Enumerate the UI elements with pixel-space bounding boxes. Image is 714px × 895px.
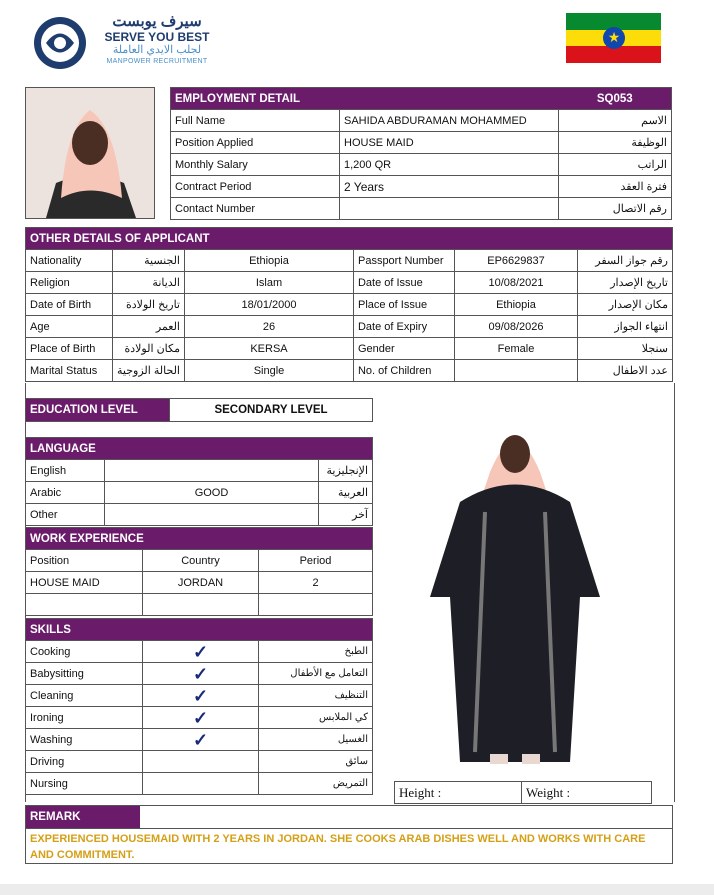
row-value: 18/01/2000 <box>184 294 353 316</box>
language-level: GOOD <box>105 482 319 504</box>
row-value: 26 <box>184 316 353 338</box>
row-label-ar: عدد الاطفال <box>577 360 672 382</box>
checkmark-icon: ✓ <box>192 707 209 728</box>
reference-code: SQ053 <box>559 88 672 110</box>
employment-header: EMPLOYMENT DETAIL <box>171 88 559 110</box>
field-label: Monthly Salary <box>171 154 340 176</box>
language-name: English <box>26 460 105 482</box>
skill-name-ar: التنظيف <box>259 685 373 707</box>
employment-detail-table <box>170 87 672 220</box>
table-row <box>26 773 373 795</box>
table-row <box>26 338 673 360</box>
column-header: Period <box>259 550 373 572</box>
skill-name-ar: التمريض <box>259 773 373 795</box>
column-header: Country <box>143 550 259 572</box>
row-value: 09/08/2026 <box>454 316 577 338</box>
table-row <box>26 663 373 685</box>
skill-name-ar: الطبخ <box>259 641 373 663</box>
row-label-ar: رقم جواز السفر <box>577 250 672 272</box>
row-label-ar: الديانة <box>113 272 185 294</box>
row-label-ar: مكان الإصدار <box>577 294 672 316</box>
applicant-photo <box>25 87 155 219</box>
column-header: Position <box>26 550 143 572</box>
row-label-ar: الجنسية <box>113 250 185 272</box>
field-label: Contract Period <box>171 176 340 198</box>
table-row <box>26 294 673 316</box>
language-name-ar: العربية <box>319 482 373 504</box>
table-row <box>26 460 373 482</box>
skill-name-ar: الغسيل <box>259 729 373 751</box>
table-row <box>26 729 373 751</box>
language-name-ar: آخر <box>319 504 373 526</box>
row-label: Date of Birth <box>26 294 113 316</box>
field-label-ar: الوظيفة <box>559 132 672 154</box>
field-label-ar: فترة العقد <box>559 176 672 198</box>
field-label: Position Applied <box>171 132 340 154</box>
skill-name: Ironing <box>26 707 143 729</box>
height-label: Height : <box>395 782 522 804</box>
logo-arabic-title: سيرف يوبست <box>112 13 202 30</box>
row-label: Passport Number <box>353 250 454 272</box>
remark-text: EXPERIENCED HOUSEMAID WITH 2 YEARS IN JORDAN. SHE COOKS ARAB DISHES WELL AND WORKS WITH CARE AND COMMITMENT. <box>30 833 646 861</box>
row-label: Place of Issue <box>353 294 454 316</box>
table-row <box>26 360 673 382</box>
skills-header: SKILLS <box>26 619 373 641</box>
row-value: 10/08/2021 <box>454 272 577 294</box>
row-label: Religion <box>26 272 113 294</box>
field-value: HOUSE MAID <box>340 132 559 154</box>
logo-arabic-sub: لجلب الايدي العاملة <box>112 44 202 56</box>
skill-name: Babysitting <box>26 663 143 685</box>
measurements-table <box>394 781 652 804</box>
work-period: 2 <box>259 572 373 594</box>
work-experience-table <box>25 527 373 616</box>
skill-name-ar: سائق <box>259 751 373 773</box>
language-level <box>105 504 319 526</box>
field-label-ar: الراتب <box>559 154 672 176</box>
row-label-ar: انتهاء الجواز <box>577 316 672 338</box>
language-name: Other <box>26 504 105 526</box>
row-value: Ethiopia <box>454 294 577 316</box>
field-value <box>340 198 559 220</box>
skill-name: Cleaning <box>26 685 143 707</box>
table-row <box>26 482 373 504</box>
row-label: Place of Birth <box>26 338 113 360</box>
skill-name: Nursing <box>26 773 143 795</box>
skill-check <box>143 751 259 773</box>
row-label-ar: العمر <box>113 316 185 338</box>
row-value: Female <box>454 338 577 360</box>
row-value: Islam <box>184 272 353 294</box>
row-label: Nationality <box>26 250 113 272</box>
other-details-table <box>25 227 673 382</box>
applicant-full-photo <box>420 412 610 772</box>
checkmark-icon: ✓ <box>192 663 209 684</box>
skill-name: Cooking <box>26 641 143 663</box>
field-label-ar: الاسم <box>559 110 672 132</box>
row-label-ar: الحالة الزوجية <box>113 360 185 382</box>
table-row <box>26 594 373 616</box>
field-label: Contact Number <box>171 198 340 220</box>
page-bottom-strip <box>0 884 714 895</box>
row-label-ar: تاريخ الولادة <box>113 294 185 316</box>
company-logo <box>30 14 220 72</box>
row-label: Date of Issue <box>353 272 454 294</box>
remark-divider <box>25 828 673 829</box>
logo-emblem-icon <box>30 14 90 72</box>
skill-check <box>143 663 259 685</box>
logo-title: SERVE YOU BEST <box>104 30 210 44</box>
skill-name: Driving <box>26 751 143 773</box>
row-value: KERSA <box>184 338 353 360</box>
work-position <box>26 594 143 616</box>
logo-sub: MANPOWER RECRUITMENT <box>106 58 208 65</box>
skill-check <box>143 729 259 751</box>
work-country: JORDAN <box>143 572 259 594</box>
row-value: Ethiopia <box>184 250 353 272</box>
table-row <box>26 250 673 272</box>
checkmark-icon: ✓ <box>192 641 209 662</box>
row-label: Date of Expiry <box>353 316 454 338</box>
table-row <box>26 685 373 707</box>
skill-check <box>143 641 259 663</box>
row-label-ar: مكان الولادة <box>113 338 185 360</box>
table-row <box>26 316 673 338</box>
other-details-header: OTHER DETAILS OF APPLICANT <box>26 228 673 250</box>
table-row <box>26 272 673 294</box>
education-table <box>25 398 373 422</box>
language-table <box>25 437 373 526</box>
row-label: Marital Status <box>26 360 113 382</box>
row-label-ar: تاريخ الإصدار <box>577 272 672 294</box>
row-value: Single <box>184 360 353 382</box>
work-period <box>259 594 373 616</box>
skill-check <box>143 773 259 795</box>
work-position: HOUSE MAID <box>26 572 143 594</box>
row-label-ar: سنجلا <box>577 338 672 360</box>
field-value: 1,200 QR <box>340 154 559 176</box>
field-value: 2 Years <box>340 176 559 198</box>
remark-header: REMARK <box>25 806 140 828</box>
language-level <box>105 460 319 482</box>
weight-label: Weight : <box>522 782 652 804</box>
skill-check <box>143 685 259 707</box>
field-label: Full Name <box>171 110 340 132</box>
table-row <box>26 504 373 526</box>
language-header: LANGUAGE <box>26 438 373 460</box>
row-value: EP6629837 <box>454 250 577 272</box>
table-row <box>26 707 373 729</box>
skill-name-ar: كي الملابس <box>259 707 373 729</box>
language-name-ar: الإنجليزية <box>319 460 373 482</box>
table-row <box>26 572 373 594</box>
skill-name-ar: التعامل مع الأطفال <box>259 663 373 685</box>
skill-name: Washing <box>26 729 143 751</box>
work-experience-header: WORK EXPERIENCE <box>26 528 373 550</box>
row-value <box>454 360 577 382</box>
language-name: Arabic <box>26 482 105 504</box>
ethiopia-flag-icon: ★ <box>566 13 661 63</box>
row-label: Gender <box>353 338 454 360</box>
field-value: SAHIDA ABDURAMAN MOHAMMED <box>340 110 559 132</box>
education-label: EDUCATION LEVEL <box>26 399 170 422</box>
checkmark-icon: ✓ <box>192 729 209 750</box>
education-value: SECONDARY LEVEL <box>170 399 373 422</box>
row-label: Age <box>26 316 113 338</box>
skills-table <box>25 618 373 795</box>
row-label: No. of Children <box>353 360 454 382</box>
checkmark-icon: ✓ <box>192 685 209 706</box>
work-country <box>143 594 259 616</box>
table-row <box>26 751 373 773</box>
table-row <box>26 641 373 663</box>
field-label-ar: رقم الاتصال <box>559 198 672 220</box>
skill-check <box>143 707 259 729</box>
